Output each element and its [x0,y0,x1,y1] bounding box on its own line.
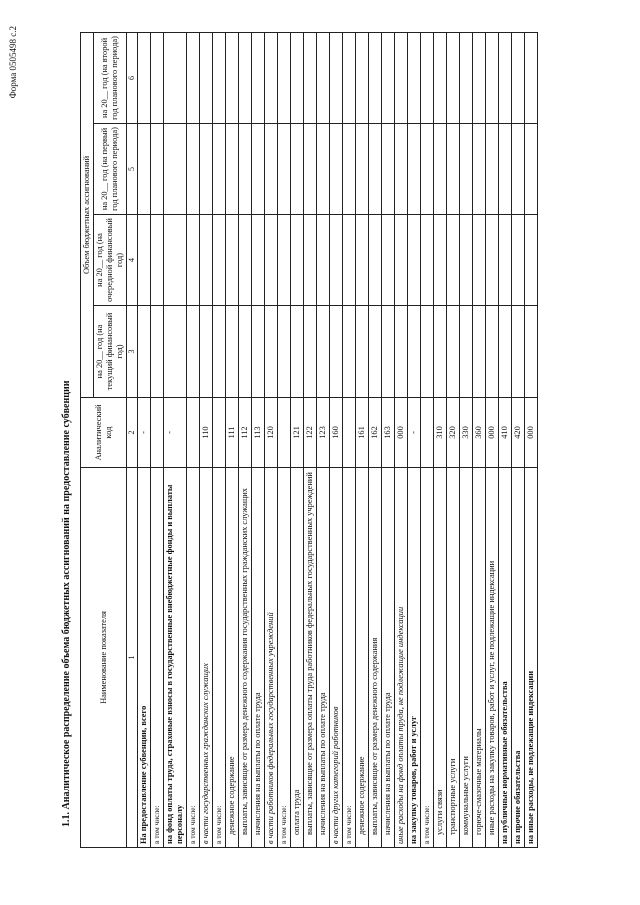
value-cell [330,32,343,123]
row-code: 121 [291,398,304,468]
table-row [525,32,538,847]
value-cell [187,306,200,398]
row-code: - [164,398,187,468]
value-cell [200,306,213,398]
value-cell [164,124,187,215]
value-cell [499,32,512,123]
table-row [512,32,525,847]
row-code: 330 [460,398,473,468]
value-cell [252,124,265,215]
value-cell [265,306,278,398]
table-row [291,32,304,847]
row-name: на иные расходы, не подлежащие индексации [525,468,538,848]
row-name: в том числе: [421,468,434,848]
value-cell [421,215,434,306]
row-code: 161 [356,398,369,468]
value-cell [226,306,239,398]
value-cell [226,32,239,123]
header-year4: на 20__ год (на второй год планового периода) [94,32,127,123]
value-cell [226,215,239,306]
row-name: денежное содержание [356,468,369,848]
row-code: 163 [382,398,395,468]
value-cell [473,306,486,398]
value-cell [265,32,278,123]
row-code: 410 [499,398,512,468]
value-cell [421,32,434,123]
value-cell [473,215,486,306]
value-cell [356,32,369,123]
value-cell [512,306,525,398]
row-code: 320 [447,398,460,468]
value-cell [395,124,408,215]
row-name: в том числе: [343,468,356,848]
value-cell [408,215,421,306]
value-cell [343,215,356,306]
value-cell [447,32,460,123]
value-cell [499,215,512,306]
table-row [473,32,486,847]
value-cell [291,215,304,306]
table-row [382,32,395,847]
value-cell [151,124,164,215]
row-code: - [138,398,151,468]
row-code: 122 [304,398,317,468]
value-cell [408,124,421,215]
col-number: 6 [127,32,138,123]
col-number: 3 [127,306,138,398]
row-name: выплаты, зависящие от размера денежного содержания [369,468,382,848]
row-code: 112 [239,398,252,468]
row-code: 113 [252,398,265,468]
row-name: денежное содержание [226,468,239,848]
row-code: 111 [226,398,239,468]
value-cell [382,306,395,398]
value-cell [330,215,343,306]
table-row [317,32,330,847]
value-cell [356,124,369,215]
row-name: в том числе: [187,468,200,848]
value-cell [343,32,356,123]
row-name: в том числе: [213,468,226,848]
table-row [187,32,200,847]
header-year2: на 20__ год (на очередной финансовый год) [94,215,127,306]
form-code: Форма 0505498 с.2 [8,26,18,99]
value-cell [304,32,317,123]
value-cell [499,124,512,215]
row-name: услуги связи [434,468,447,848]
row-code: 160 [330,398,343,468]
row-name: в части государственных гражданских служащих [200,468,213,848]
value-cell [382,32,395,123]
row-code: 110 [200,398,213,468]
value-cell [434,32,447,123]
value-cell [239,32,252,123]
table-row [304,32,317,847]
row-code: 162 [369,398,382,468]
value-cell [369,306,382,398]
table-row [421,32,434,847]
value-cell [151,215,164,306]
row-name: начисления на выплаты по оплате труда [317,468,330,848]
value-cell [138,32,151,123]
value-cell [330,124,343,215]
value-cell [525,124,538,215]
table-row [226,32,239,847]
col-number: 5 [127,124,138,215]
value-cell [408,306,421,398]
value-cell [252,306,265,398]
value-cell [164,215,187,306]
value-cell [304,306,317,398]
value-cell [486,124,499,215]
value-cell [525,215,538,306]
table-row [252,32,265,847]
value-cell [138,124,151,215]
value-cell [395,215,408,306]
value-cell [213,215,226,306]
row-code: 360 [473,398,486,468]
value-cell [252,32,265,123]
value-cell [317,124,330,215]
allocation-table [80,32,538,848]
section-title: 1.1. Аналитическое распределение объема бюджетных ассигнований на предоставление субвенции [61,380,72,827]
table-row [200,32,213,847]
header-year3: на 20__ год (на первый год планового периода) [94,124,127,215]
column-numbers-row [127,32,138,847]
col-number: 1 [127,468,138,848]
value-cell [460,215,473,306]
value-cell [291,32,304,123]
table-row [356,32,369,847]
row-name: в части других категорий работников [330,468,343,848]
col-number: 4 [127,215,138,306]
value-cell [460,306,473,398]
row-code [343,398,356,468]
row-code: 000 [525,398,538,468]
row-name: в том числе: [278,468,291,848]
table-row [395,32,408,847]
table-row [330,32,343,847]
row-code: 000 [395,398,408,468]
value-cell [200,32,213,123]
value-cell [213,124,226,215]
value-cell [187,124,200,215]
value-cell [473,32,486,123]
row-name: на прочие обязательства [512,468,525,848]
row-name: выплаты, зависящие от размера денежного содержания государственных гражданских служащих [239,468,252,848]
row-name: на закупку товаров, работ и услуг [408,468,421,848]
value-cell [447,124,460,215]
table-row [164,32,187,847]
value-cell [138,215,151,306]
value-cell [239,306,252,398]
header-code: Аналитический код [81,398,127,468]
value-cell [278,32,291,123]
col-number: 2 [127,398,138,468]
value-cell [330,306,343,398]
value-cell [187,215,200,306]
value-cell [304,215,317,306]
table-body [138,32,538,847]
value-cell [499,306,512,398]
row-name: в том числе: [151,468,164,848]
table-row [278,32,291,847]
value-cell [382,124,395,215]
value-cell [447,306,460,398]
row-code: 123 [317,398,330,468]
value-cell [265,215,278,306]
value-cell [512,124,525,215]
row-code [213,398,226,468]
value-cell [512,32,525,123]
row-name: выплаты, зависящие от размера оплаты труда работников федеральных государственных учреждений [304,468,317,848]
value-cell [317,215,330,306]
row-name: начисления на выплаты по оплате труда [382,468,395,848]
table-row [239,32,252,847]
row-code [278,398,291,468]
row-name: иные расходы на фонд оплаты труда, не подлежащие индексации [395,468,408,848]
table-row [265,32,278,847]
value-cell [278,306,291,398]
value-cell [239,124,252,215]
value-cell [265,124,278,215]
value-cell [369,124,382,215]
value-cell [356,306,369,398]
row-name: на фонд оплаты труда, страховые взносы в государственные внебюджетные фонды и выплаты персоналу [164,468,187,848]
value-cell [525,32,538,123]
value-cell [343,306,356,398]
header-volume-group: Объем бюджетных ассигнований [81,32,94,397]
header-name: Наименование показателя [81,468,127,848]
table-row [460,32,473,847]
row-name: в части работников федеральных государственных учреждений [265,468,278,848]
value-cell [395,32,408,123]
value-cell [278,124,291,215]
value-cell [343,124,356,215]
table-row [138,32,151,847]
value-cell [252,215,265,306]
row-name: транспортные услуги [447,468,460,848]
value-cell [395,306,408,398]
value-cell [434,124,447,215]
row-name: горюче-смазочные материалы [473,468,486,848]
value-cell [278,215,291,306]
value-cell [213,32,226,123]
row-code: 120 [265,398,278,468]
value-cell [434,215,447,306]
row-code [187,398,200,468]
table-row [499,32,512,847]
table-row [151,32,164,847]
value-cell [473,124,486,215]
value-cell [138,306,151,398]
value-cell [226,124,239,215]
table-row [213,32,226,847]
row-code [421,398,434,468]
value-cell [512,215,525,306]
value-cell [447,215,460,306]
row-name: иные расходы на закупку товаров, работ и услуг, не подлежащие индексации [486,468,499,848]
table-row [434,32,447,847]
value-cell [239,215,252,306]
value-cell [408,32,421,123]
value-cell [369,215,382,306]
value-cell [525,306,538,398]
value-cell [317,32,330,123]
row-code: 420 [512,398,525,468]
row-name: оплата труда [291,468,304,848]
table-row [486,32,499,847]
value-cell [486,32,499,123]
value-cell [304,124,317,215]
row-name: На предоставление субвенции, всего [138,468,151,848]
row-name: начисления на выплаты по оплате труда [252,468,265,848]
value-cell [434,306,447,398]
table-row [447,32,460,847]
value-cell [486,215,499,306]
row-code: 000 [486,398,499,468]
value-cell [151,306,164,398]
value-cell [291,124,304,215]
row-name: на публичные нормативные обязательства [499,468,512,848]
row-name: коммунальные услуги [460,468,473,848]
value-cell [317,306,330,398]
value-cell [369,32,382,123]
value-cell [382,215,395,306]
value-cell [187,32,200,123]
value-cell [291,306,304,398]
value-cell [164,306,187,398]
row-code: 310 [434,398,447,468]
value-cell [356,215,369,306]
value-cell [460,124,473,215]
value-cell [200,215,213,306]
table-row [369,32,382,847]
value-cell [421,124,434,215]
value-cell [213,306,226,398]
value-cell [421,306,434,398]
value-cell [200,124,213,215]
row-code: - [408,398,421,468]
table-row [343,32,356,847]
value-cell [164,32,187,123]
row-code [151,398,164,468]
value-cell [460,32,473,123]
table-row [408,32,421,847]
value-cell [151,32,164,123]
value-cell [486,306,499,398]
header-year1: на 20__ год (на текущий финансовый год) [94,306,127,398]
